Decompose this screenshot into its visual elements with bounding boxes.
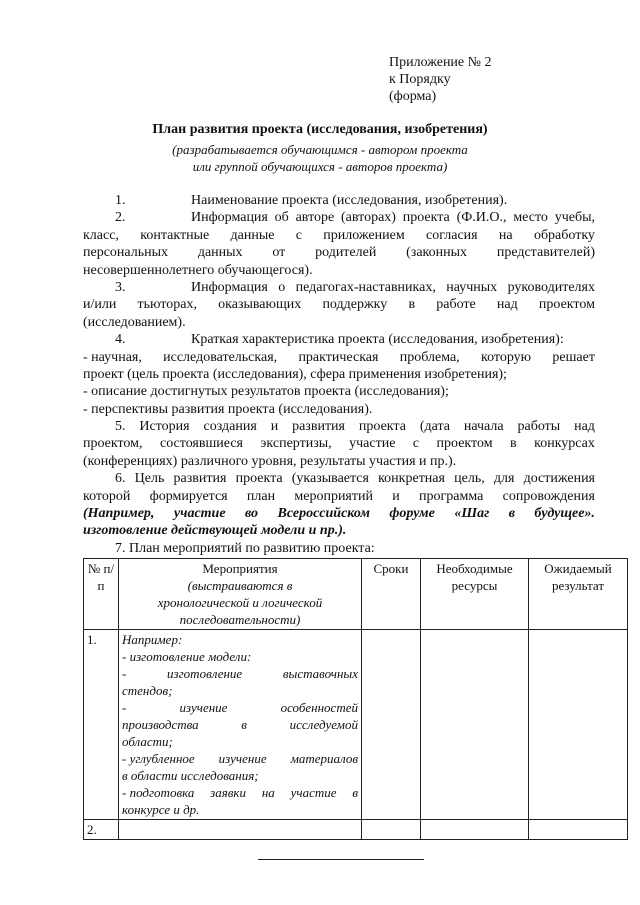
events-plan-table	[83, 558, 628, 840]
word: класс,	[83, 227, 119, 243]
word: Цель	[134, 471, 165, 487]
word: которую	[480, 349, 532, 365]
word: Всероссийском	[277, 506, 370, 522]
table-row	[84, 820, 628, 840]
word: место	[513, 210, 548, 226]
word: Информация	[191, 210, 268, 226]
word: проектом,	[83, 436, 143, 452]
header-line: (выстраиваются в	[187, 578, 293, 593]
cell-line: стендов;	[122, 683, 173, 698]
annex-number: Приложение № 2	[389, 55, 492, 70]
item-4-bullet-1-line-1	[83, 349, 595, 366]
word: тьюторах,	[137, 297, 197, 313]
word: проекта	[235, 471, 283, 487]
word: цель,	[454, 471, 485, 487]
document-subtitle-line-2: или группой обучающихся - авторов проекта)	[192, 159, 448, 174]
word: в	[352, 785, 358, 800]
justified-words	[115, 470, 595, 487]
document-title: План развития проекта (исследования, изобретения)	[152, 122, 488, 137]
item-3-line-3: (исследованием).	[83, 314, 186, 330]
word: родителей	[315, 245, 377, 261]
word: конкретная	[378, 471, 445, 487]
word: будущее».	[534, 506, 595, 522]
header-line: Необходимые	[436, 561, 513, 576]
item-2-line-4: несовершеннолетнего обучающегося).	[83, 262, 313, 278]
word: «Шаг	[454, 506, 490, 522]
word: программа	[419, 488, 484, 504]
word: практическая	[298, 349, 379, 365]
cell-line: области;	[122, 734, 173, 749]
cell-line	[122, 665, 358, 682]
item-2-line-3	[83, 244, 595, 261]
item-3-line-1	[83, 279, 595, 296]
word: с	[412, 436, 420, 452]
word: проектом	[538, 297, 595, 313]
row-events-cell	[119, 630, 362, 820]
word: исследуемой	[289, 717, 358, 732]
word: начала	[463, 419, 504, 435]
word: (Ф.И.О.,	[456, 210, 507, 226]
item-number: 2.	[115, 210, 126, 226]
word: в	[241, 717, 247, 732]
item-6-line-3	[83, 505, 595, 522]
header-line: результат	[551, 578, 605, 593]
word: изучение	[218, 751, 267, 766]
word: данных	[197, 245, 243, 261]
word: в	[408, 297, 416, 313]
header-line: последовательности)	[179, 612, 301, 627]
item-4	[83, 331, 595, 348]
item-number: 3.	[115, 279, 126, 295]
word: форуме	[389, 506, 435, 522]
word: в	[510, 436, 517, 452]
item-2-line-2	[83, 227, 595, 244]
word: учебы,	[554, 210, 595, 226]
word: авторе	[295, 210, 335, 226]
word: 6.	[115, 471, 126, 487]
item-5-line-1	[83, 418, 595, 435]
word: - подготовка	[122, 785, 195, 800]
item-text: Краткая характеристика проекта (исследования, изобретения):	[191, 332, 564, 348]
word: конкурсах	[534, 436, 595, 452]
word: проекта	[358, 419, 406, 435]
word: формируется	[149, 488, 228, 504]
item-5-line-2	[83, 435, 595, 452]
cell-line	[122, 784, 358, 801]
justified-words	[115, 418, 595, 435]
cell-line: Например:	[122, 632, 183, 647]
word: 5.	[115, 419, 126, 435]
word: с	[295, 227, 302, 243]
word: и/или	[83, 297, 117, 313]
word: над	[574, 419, 595, 435]
word: над	[496, 297, 518, 313]
row-events-cell	[119, 820, 362, 840]
word: создания	[203, 419, 257, 435]
word: в	[508, 506, 515, 522]
item-2-line-1	[83, 209, 595, 226]
item-3-line-2	[83, 296, 595, 313]
word: и	[270, 419, 279, 435]
word: на	[498, 227, 513, 243]
column-header-number: № п/п	[84, 559, 119, 630]
word: поддержку	[322, 297, 388, 313]
word: участие	[173, 506, 226, 522]
word: педагогах-наставниках,	[295, 279, 436, 295]
word: (дата	[419, 419, 450, 435]
word: участие	[349, 436, 396, 452]
column-header-expected-result	[529, 559, 628, 630]
word: мероприятий	[294, 488, 373, 504]
word: экспертизы,	[260, 436, 332, 452]
cell-line: - изготовление модели:	[122, 649, 252, 664]
word: История	[139, 419, 190, 435]
word: -	[122, 700, 127, 715]
word: об	[274, 210, 289, 226]
document-body	[83, 192, 595, 557]
footer-divider	[258, 859, 424, 860]
header-line: Ожидаемый	[544, 561, 612, 576]
word: особенностей	[280, 700, 358, 715]
row-resources-cell	[421, 820, 529, 840]
word: производства	[122, 717, 199, 732]
row-resources-cell	[421, 630, 529, 820]
word: (авторах)	[341, 210, 396, 226]
word: о	[278, 279, 286, 295]
word: от	[272, 245, 286, 261]
annex-header	[389, 54, 492, 105]
word: для	[493, 471, 515, 487]
table-header-row	[84, 559, 628, 630]
cell-line	[122, 750, 358, 767]
cell-line	[122, 716, 358, 733]
row-terms-cell	[362, 630, 421, 820]
row-expected-cell	[529, 630, 628, 820]
item-number: 1.	[115, 193, 126, 208]
header-line: Мероприятия	[202, 561, 278, 576]
word: данные	[230, 227, 275, 243]
item-text: Наименование проекта (исследования, изобретения).	[191, 193, 508, 208]
word: работы	[517, 419, 561, 435]
word: представителей)	[496, 245, 595, 261]
cell-line: в области исследования;	[122, 768, 259, 783]
word: исследовательская,	[163, 349, 278, 365]
justified-words	[191, 209, 595, 226]
word: научных	[446, 279, 498, 295]
header-line: ресурсы	[451, 578, 498, 593]
header-line: хронологической и логической	[157, 595, 323, 610]
item-4-bullet-3: - перспективы развития проекта (исследования).	[83, 401, 373, 417]
word: и	[392, 488, 400, 504]
table-row	[84, 630, 628, 820]
row-number: 1.	[84, 630, 119, 820]
word: сопровождения	[502, 488, 595, 504]
word: оказывающих	[218, 297, 302, 313]
word: заявки	[210, 785, 247, 800]
word: достижения	[523, 471, 595, 487]
word: материалов	[290, 751, 358, 766]
word: во	[244, 506, 259, 522]
word: проекта	[402, 210, 450, 226]
item-number: 4.	[115, 332, 126, 348]
item-6-line-1	[83, 470, 595, 487]
column-header-terms: Сроки	[362, 559, 421, 630]
word: план	[246, 488, 276, 504]
item-1	[83, 192, 595, 209]
word: (законных	[406, 245, 468, 261]
document-subtitle-line-1: (разрабатывается обучающимся - автором проекта	[172, 142, 468, 157]
word: решает	[552, 349, 595, 365]
item-6-line-2	[83, 488, 595, 505]
word: (Например,	[83, 506, 155, 522]
word: проблема,	[399, 349, 460, 365]
word: персональных	[83, 245, 169, 261]
word: работе	[436, 297, 476, 313]
word: участие	[290, 785, 337, 800]
annex-form-label: (форма)	[389, 89, 437, 104]
word: изучение	[179, 700, 228, 715]
word: обработку	[533, 227, 595, 243]
word: - научная,	[83, 349, 142, 365]
justified-words	[191, 279, 595, 296]
column-header-resources	[421, 559, 529, 630]
word: согласия	[426, 227, 478, 243]
item-5-line-3: (конференциях) различного уровня, результаты участия и пр.).	[83, 453, 457, 469]
word: контактные	[140, 227, 210, 243]
cell-line	[122, 699, 358, 716]
word: (указывается	[291, 471, 369, 487]
row-expected-cell	[529, 820, 628, 840]
item-4-bullet-2: - описание достигнутых результатов проекта (исследования);	[83, 384, 449, 400]
word: которой	[83, 488, 131, 504]
item-7: 7. План мероприятий по развитию проекта:	[115, 540, 375, 556]
word: руководителях	[507, 279, 595, 295]
item-6-line-4: изготовление действующей модели и пр.).	[83, 523, 347, 539]
word: Информация	[191, 279, 268, 295]
item-4-bullet-1-line-2: проект (цель проекта (исследования), сфера применения изобретения);	[83, 366, 507, 382]
cell-line: конкурсе и др.	[122, 802, 200, 817]
word: -	[122, 666, 127, 681]
annex-reference: к Порядку	[389, 72, 451, 87]
word: проектом	[436, 436, 493, 452]
word: - углубленное	[122, 751, 195, 766]
row-terms-cell	[362, 820, 421, 840]
word: состоявшиеся	[159, 436, 243, 452]
word: развития	[173, 471, 227, 487]
word: развития	[292, 419, 345, 435]
row-number: 2.	[84, 820, 119, 840]
word: на	[261, 785, 275, 800]
word: изготовление	[167, 666, 243, 681]
column-header-events	[119, 559, 362, 630]
word: приложением	[323, 227, 405, 243]
word: выставочных	[282, 666, 358, 681]
